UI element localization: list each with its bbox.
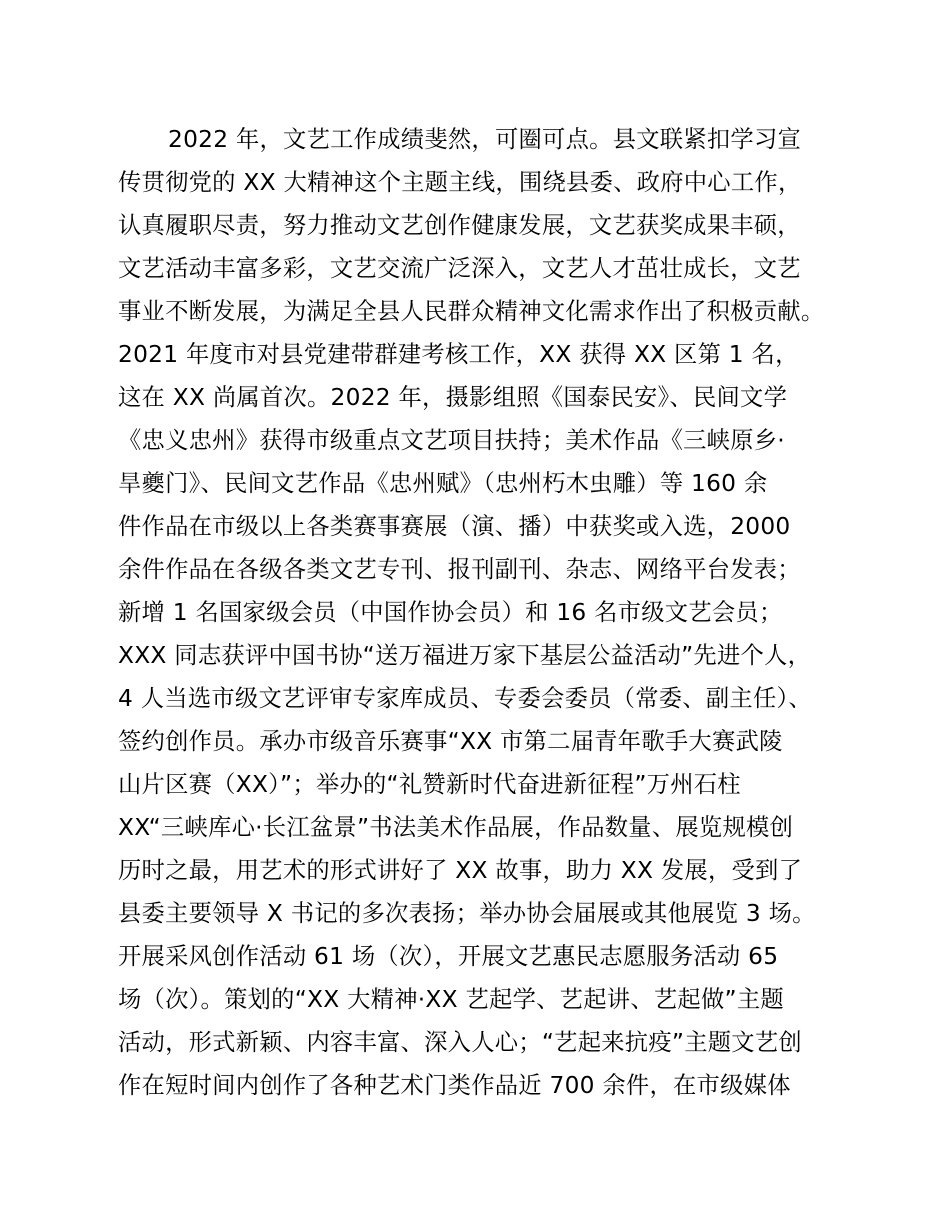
text-line: 签约创作员。承办市级音乐赛事“XX 市第二届青年歌手大赛武陵	[118, 728, 783, 755]
text-line: 作在短时间内创作了各种艺术门类作品近 700 余件，在市级媒体	[118, 1072, 791, 1099]
text-line: 山片区赛（XX）”；举办的“礼赞新时代奋进新征程”万州石柱	[118, 771, 741, 798]
text-line: 旱夔门》、民间文艺作品《忠州赋》（忠州朽木虫雕）等 160 余	[118, 470, 768, 497]
text-line: 《忠义忠州》获得市级重点文艺项目扶持；美术作品《三峡原乡·	[118, 427, 785, 454]
text-line: 4 人当选市级文艺评审专家库成员、专委会委员（常委、副主任）、	[118, 685, 812, 712]
text-line: 认真履职尽责，努力推动文艺创作健康发展，文艺获奖成果丰硕，	[118, 212, 801, 239]
text-line: 这在 XX 尚属首次。2022 年，摄影组照《国泰民安》、民间文学	[118, 384, 788, 411]
text-line: 件作品在市级以上各类赛事赛展（演、播）中获奖或入选，2000	[118, 513, 791, 540]
text-line: 场（次）。策划的“XX 大精神·XX 艺起学、艺起讲、艺起做”主题	[118, 986, 784, 1013]
text-line: 活动，形式新颖、内容丰富、深入人心；“艺起来抗疫”主题文艺创	[118, 1029, 802, 1056]
text-line: 余件作品在各级各类文艺专刊、报刊副刊、杂志、网络平台发表；	[118, 556, 801, 583]
text-line: 传贯彻党的 XX 大精神这个主题主线，围绕县委、政府中心工作，	[118, 169, 802, 196]
text-line: XXX 同志获评中国书协“送万福进万家下基层公益活动”先进个人，	[118, 642, 812, 669]
text-line: 文艺活动丰富多彩，文艺交流广泛深入，文艺人才茁壮成长，文艺	[118, 255, 801, 282]
text-line: 事业不断发展，为满足全县人民群众精神文化需求作出了积极贡献。	[118, 298, 825, 325]
text-line: 2021 年度市对县党建带群建考核工作，XX 获得 XX 区第 1 名，	[118, 341, 799, 368]
text-line: 开展采风创作活动 61 场（次），开展文艺惠民志愿服务活动 65	[118, 943, 779, 970]
text-line: 历时之最，用艺术的形式讲好了 XX 故事，助力 XX 发展，受到了	[118, 857, 803, 884]
text-line: XX“三峡库心·长江盆景”书法美术作品展，作品数量、展览规模创	[118, 814, 794, 841]
body-paragraph	[118, 118, 858, 1107]
text-line: 县委主要领导 X 书记的多次表扬；举办协会届展或其他展览 3 场。	[118, 900, 816, 927]
text-line: 2022 年，文艺工作成绩斐然，可圈可点。县文联紧扣学习宣	[168, 126, 802, 153]
text-line: 新增 1 名国家级会员（中国作协会员）和 16 名市级文艺会员；	[118, 599, 783, 626]
